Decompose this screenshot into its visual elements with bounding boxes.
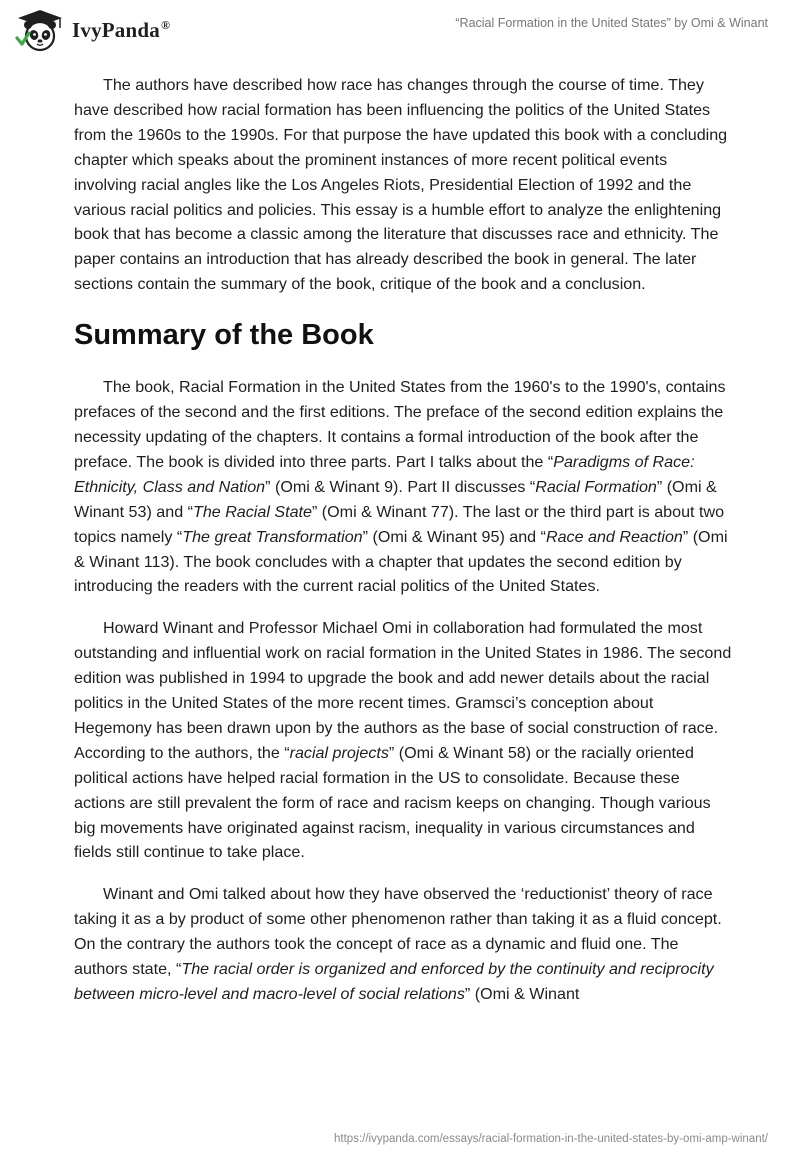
essay-content bbox=[74, 73, 734, 1024]
source-url[interactable]: https://ivypanda.com/essays/racial-formation-in-the-united-states-by-omi-amp-winant/ bbox=[334, 1133, 768, 1145]
document-title: “Racial Formation in the United States” by Omi & Winant bbox=[455, 16, 768, 30]
paragraph-summary-1: The book, Racial Formation in the United States from the 1960's to the 1990's, contains prefaces of the second and the first editions. The preface of the second edition explains the necessity updating of the chapters. It contains a formal introduction of the book after the preface. The book is divided into three parts. Part I talks about the “Paradigms of Race: Ethnicity, Class and Nation” (Omi & Winant 9). Part II discusses “Racial Formation” (Omi & Winant 53) and “The Racial State” (Omi & Winant 77). The last or the third part is about two topics namely “The great Transformation” (Omi & Winant 95) and “Race and Reaction” (Omi & Winant 113). The book concludes with a chapter that updates the second edition by introducing the readers with the current racial politics of the United States. bbox=[74, 378, 728, 596]
paragraph-summary-2: Howard Winant and Professor Michael Omi in collaboration had formulated the most outstanding and influential work on racial formation in the United States in 1986. The second edition was published in 1994 to upgrade the book and add newer details about the racial politics in the United States of the more recent times. Gramsci’s conception about Hegemony has been drawn upon by the authors as the base of social construction of race. According to the authors, the “racial projects” (Omi & Winant 58) or the racially oriented political actions have helped racial formation in the US to consolidate. Because these actions are still prevalent the form of race and racism keeps on changing. Though various big movements have originated against racism, inequality in various circumstances and fields still continue to take place. bbox=[74, 619, 732, 862]
page-header bbox=[0, 0, 800, 60]
panda-graduate-icon bbox=[14, 8, 66, 52]
paragraph-summary-3: Winant and Omi talked about how they have observed the ‘reductionist’ theory of race taking it as a by product of some other phenomenon rather than taking it as a fluid concept. On the contrary the authors took the concept of race as a dynamic and fluid one. The authors state, “The racial order is organized and enforced by the continuity and reciprocity between micro-level and macro-level of social relations” (Omi & Winant bbox=[74, 885, 722, 1003]
logo-wordmark: IvyPanda® bbox=[72, 17, 171, 42]
paragraph-intro: The authors have described how race has changes through the course of time. They have described how racial formation has been influencing the politics of the United States from the 1960s to the 1990s. For that purpose the have updated this book with a concluding chapter which speaks about the prominent instances of more recent political events involving racial angles like the Los Angeles Riots, Presidential Election of 1992 and the various racial politics and policies. This essay is a humble effort to analyze the enlightening book that has become a classic among the literature that discusses race and ethnicity. The paper contains an introduction that has already described the book in general. The later sections contain the summary of the book, critique of the book and a conclusion. bbox=[74, 76, 728, 294]
section-heading: Summary of the Book bbox=[74, 319, 374, 352]
ivypanda-logo[interactable] bbox=[14, 8, 170, 52]
